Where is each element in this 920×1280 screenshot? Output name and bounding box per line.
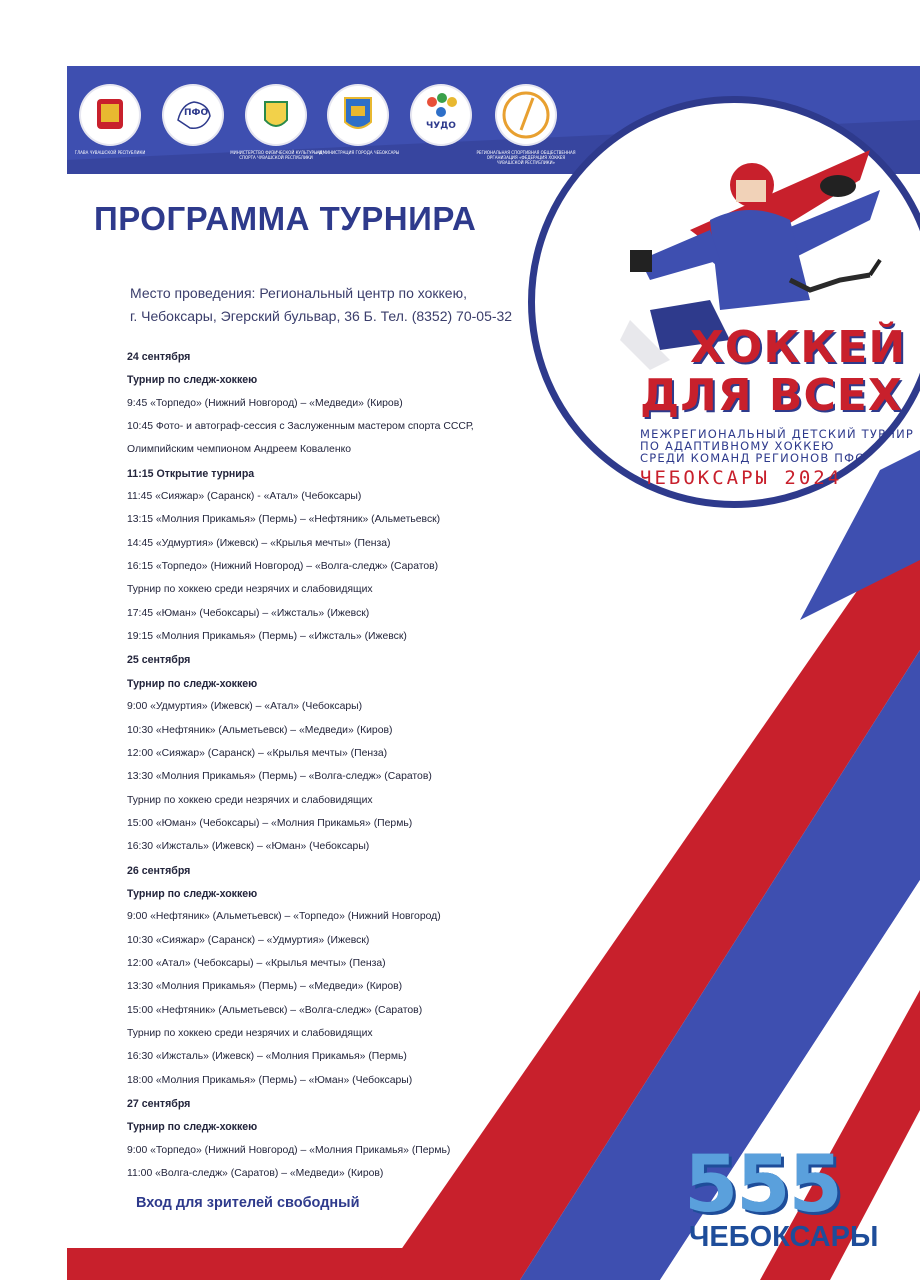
schedule-item: 18:00 «Молния Прикамья» (Пермь) – «Юман» (Чебоксары)	[127, 1074, 413, 1086]
venue-info	[130, 282, 512, 328]
cheboksary-coat-of-arms-icon	[329, 86, 387, 144]
tournament-city-year: ЧЕБОКСАРЫ 2024	[640, 467, 843, 489]
chudo-label: ЧУДО	[426, 121, 456, 131]
schedule-item: 9:00 «Удмуртия» (Ижевск) – «Атал» (Чебоксары)	[127, 701, 363, 713]
schedule-item: 9:00 «Нефтяник» (Альметьевск) – «Торпедо» (Нижний Новгород)	[127, 911, 441, 923]
logo-caption-3: МИНИСТЕРСТВО ФИЗИЧЕСКОЙ КУЛЬТУРЫ И СПОРТА ЧУВАШСКОЙ РЕСПУБЛИКИ	[230, 150, 322, 160]
schedule-item: 13:30 «Молния Прикамья» (Пермь) – «Медведи» (Киров)	[127, 981, 403, 993]
schedule-item: 19:15 «Молния Прикамья» (Пермь) – «Ижсталь» (Ижевск)	[127, 631, 407, 643]
schedule-list	[127, 349, 597, 1189]
venue-line-2: г. Чебоксары, Эгерский бульвар, 36 Б. Тел. (8352) 70-05-32	[130, 308, 513, 324]
chuvash-coat-of-arms-icon	[81, 86, 139, 144]
schedule-item: 11:00 «Волга-следж» (Саратов) – «Медведи» (Киров)	[127, 1168, 384, 1180]
schedule-item: 12:00 «Сияжар» (Саранск) – «Крылья мечты» (Пенза)	[127, 747, 388, 759]
schedule-item: 17:45 «Юман» (Чебоксары) – «Ижсталь» (Ижевск)	[127, 607, 370, 619]
schedule-heading: Турнир по следж-хоккею	[127, 374, 258, 387]
schedule-heading: Турнир по следж-хоккею	[127, 887, 258, 900]
venue-line-1: Место проведения: Региональный центр по хоккею,	[130, 285, 467, 301]
anniversary-city: ЧЕБОКСАРЫ	[689, 1221, 879, 1253]
tournament-subtitle-3: СРЕДИ КОМАНД РЕГИОНОВ ПФО	[640, 451, 866, 465]
logo-caption-4: АДМИНИСТРАЦИЯ ГОРОДА ЧЕБОКСАРЫ	[316, 150, 400, 155]
schedule-item: Турнир по хоккею среди незрячих и слабовидящих	[127, 794, 373, 806]
schedule-item: 15:00 «Нефтяник» (Альметьевск) – «Волга-следж» (Саратов)	[127, 1004, 423, 1016]
schedule-item: 12:00 «Атал» (Чебоксары) – «Крылья мечты» (Пенза)	[127, 957, 386, 969]
schedule-item: 16:15 «Торпедо» (Нижний Новгород) – «Волга-следж» (Саратов)	[127, 561, 439, 573]
logo-caption-6: РЕГИОНАЛЬНАЯ СПОРТИВНАЯ ОБЩЕСТВЕННАЯ ОРГАНИЗАЦИЯ «ФЕДЕРАЦИЯ ХОККЕЯ ЧУВАШСКОЙ РЕСПУБЛИКИ»	[476, 150, 576, 165]
tournament-title-line2: ДЛЯ ВСЕХ	[640, 370, 903, 421]
tournament-subtitle-2: ПО АДАПТИВНОМУ ХОККЕЮ	[640, 439, 835, 453]
tournament-subtitle-1: МЕЖРЕГИОНАЛЬНЫЙ ДЕТСКИЙ ТУРНИР	[640, 427, 915, 441]
pfo-label: ПФО	[184, 108, 209, 118]
pfo-logo-icon	[164, 86, 222, 144]
schedule-item: 16:30 «Ижсталь» (Ижевск) – «Молния Прикамья» (Пермь)	[127, 1051, 407, 1063]
entry-note: Вход для зрителей свободный	[136, 1195, 360, 1211]
schedule-heading: 26 сентября	[127, 864, 191, 877]
schedule-heading: 24 сентября	[127, 351, 191, 363]
schedule-item: 13:30 «Молния Прикамья» (Пермь) – «Волга-следж» (Саратов)	[127, 771, 432, 783]
chudo-logo-icon	[412, 86, 470, 144]
schedule-item: 10:30 «Нефтяник» (Альметьевск) – «Медведи» (Киров)	[127, 724, 393, 736]
schedule-heading: 25 сентября	[127, 654, 191, 667]
schedule-item: Турнир по хоккею среди незрячих и слабовидящих	[127, 584, 373, 596]
schedule-heading: 27 сентября	[127, 1098, 191, 1110]
schedule-item: 15:00 «Юман» (Чебоксары) – «Молния Прикамья» (Пермь)	[127, 817, 413, 829]
schedule-item: 14:45 «Удмуртия» (Ижевск) – «Крылья мечты» (Пенза)	[127, 537, 391, 549]
schedule-heading: 11:15 Открытие турнира	[127, 467, 255, 480]
schedule-heading: Турнир по следж-хоккею	[127, 1121, 258, 1134]
schedule-item: Олимпийским чемпионом Андреем Коваленко	[127, 444, 352, 456]
schedule-heading: Турнир по следж-хоккею	[127, 677, 258, 690]
schedule-item: 10:45 Фото- и автограф-сессия с Заслуженным мастером спорта СССР,	[127, 421, 474, 433]
schedule-item: 13:15 «Молния Прикамья» (Пермь) – «Нефтяник» (Альметьевск)	[127, 514, 441, 526]
logo-caption-1: ГЛАВА ЧУВАШСКОЙ РЕСПУБЛИКИ	[74, 150, 146, 155]
schedule-item: 16:30 «Ижсталь» (Ижевск) – «Юман» (Чебоксары)	[127, 841, 370, 853]
schedule-item: 9:45 «Торпедо» (Нижний Новгород) – «Медведи» (Киров)	[127, 397, 403, 409]
anniversary-number: 555	[684, 1140, 841, 1230]
schedule-item: Турнир по хоккею среди незрячих и слабовидящих	[127, 1027, 373, 1039]
schedule-item: 10:30 «Сияжар» (Саранск) – «Удмуртия» (Ижевск)	[127, 934, 370, 946]
schedule-item: 11:45 «Сияжар» (Саранск) - «Атал» (Чебоксары)	[127, 491, 362, 503]
tournament-title-line1: ХОККЕЙ	[690, 322, 907, 373]
schedule-item: 9:00 «Торпедо» (Нижний Новгород) – «Молния Прикамья» (Пермь)	[127, 1144, 451, 1156]
page-title: ПРОГРАММА ТУРНИРА	[94, 200, 477, 237]
sport-ministry-emblem-icon	[247, 86, 305, 144]
